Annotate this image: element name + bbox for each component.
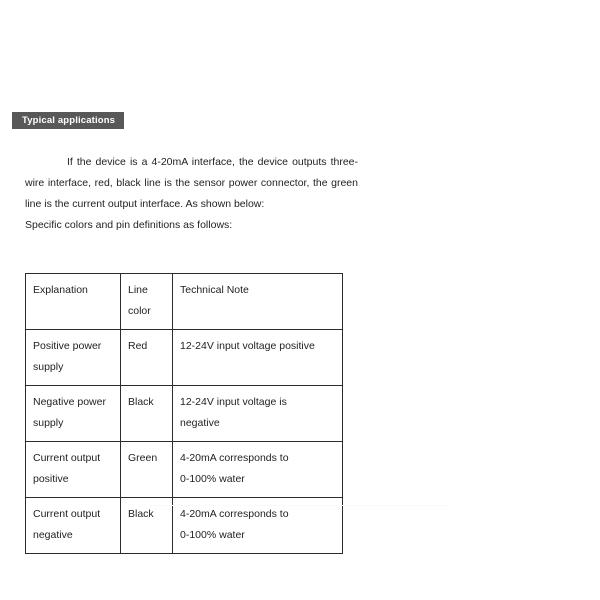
technical-note-line-1: 12-24V input voltage positive	[180, 340, 315, 352]
technical-note-line-2: 0-100% water	[180, 473, 245, 485]
line-color-value: Red	[128, 340, 148, 352]
explanation-line-1: Negative power	[33, 396, 106, 408]
cell-line-color	[121, 330, 173, 386]
explanation-line-1: Current output	[33, 452, 101, 464]
header-cell-explanation	[26, 274, 121, 330]
explanation-line-2: supply	[33, 417, 64, 429]
explanation-line-2: supply	[33, 361, 64, 373]
cell-line-color	[121, 442, 173, 498]
cell-technical-note	[173, 442, 343, 498]
cell-explanation	[26, 330, 121, 386]
explanation-line-1: Positive power	[33, 340, 102, 352]
table-subtitle: Specific colors and pin definitions as follows:	[25, 219, 233, 231]
table-header-row	[26, 274, 343, 330]
cell-line-color	[121, 386, 173, 442]
technical-note-line-2: 0-100% water	[180, 529, 245, 541]
pin-definition-table	[25, 273, 343, 554]
cell-explanation	[26, 498, 121, 554]
header-line-color-text-1: Line	[128, 284, 148, 296]
intro-paragraph-text: If the device is a 4-20mA interface, the device outputs three-wire interface, red, black line is the sensor power connector, the green line is the current output interface. As shown below:	[25, 156, 358, 210]
body-text-block	[25, 152, 358, 236]
table-row	[26, 442, 343, 498]
table-row	[26, 330, 343, 386]
cell-technical-note	[173, 330, 343, 386]
header-cell-line-color	[121, 274, 173, 330]
table-row	[26, 386, 343, 442]
intro-paragraph	[25, 152, 358, 215]
header-line-color-text-2: color	[128, 305, 151, 317]
scan-artifact-line	[150, 505, 450, 506]
line-color-value: Black	[128, 396, 154, 408]
explanation-line-1: Current output	[33, 508, 101, 520]
technical-note-line-1: 4-20mA corresponds to	[180, 452, 289, 464]
header-explanation-text: Explanation	[33, 284, 88, 296]
technical-note-line-1: 4-20mA corresponds to	[180, 508, 289, 520]
line-color-value: Black	[128, 508, 154, 520]
header-technical-note-text: Technical Note	[180, 284, 249, 296]
section-heading-badge: Typical applications	[12, 112, 124, 129]
header-cell-technical-note	[173, 274, 343, 330]
cell-technical-note	[173, 386, 343, 442]
line-color-value: Green	[128, 452, 158, 464]
cell-explanation	[26, 442, 121, 498]
cell-explanation	[26, 386, 121, 442]
explanation-line-2: positive	[33, 473, 69, 485]
technical-note-line-1: 12-24V input voltage is	[180, 396, 287, 408]
technical-note-line-2: negative	[180, 417, 220, 429]
explanation-line-2: negative	[33, 529, 73, 541]
